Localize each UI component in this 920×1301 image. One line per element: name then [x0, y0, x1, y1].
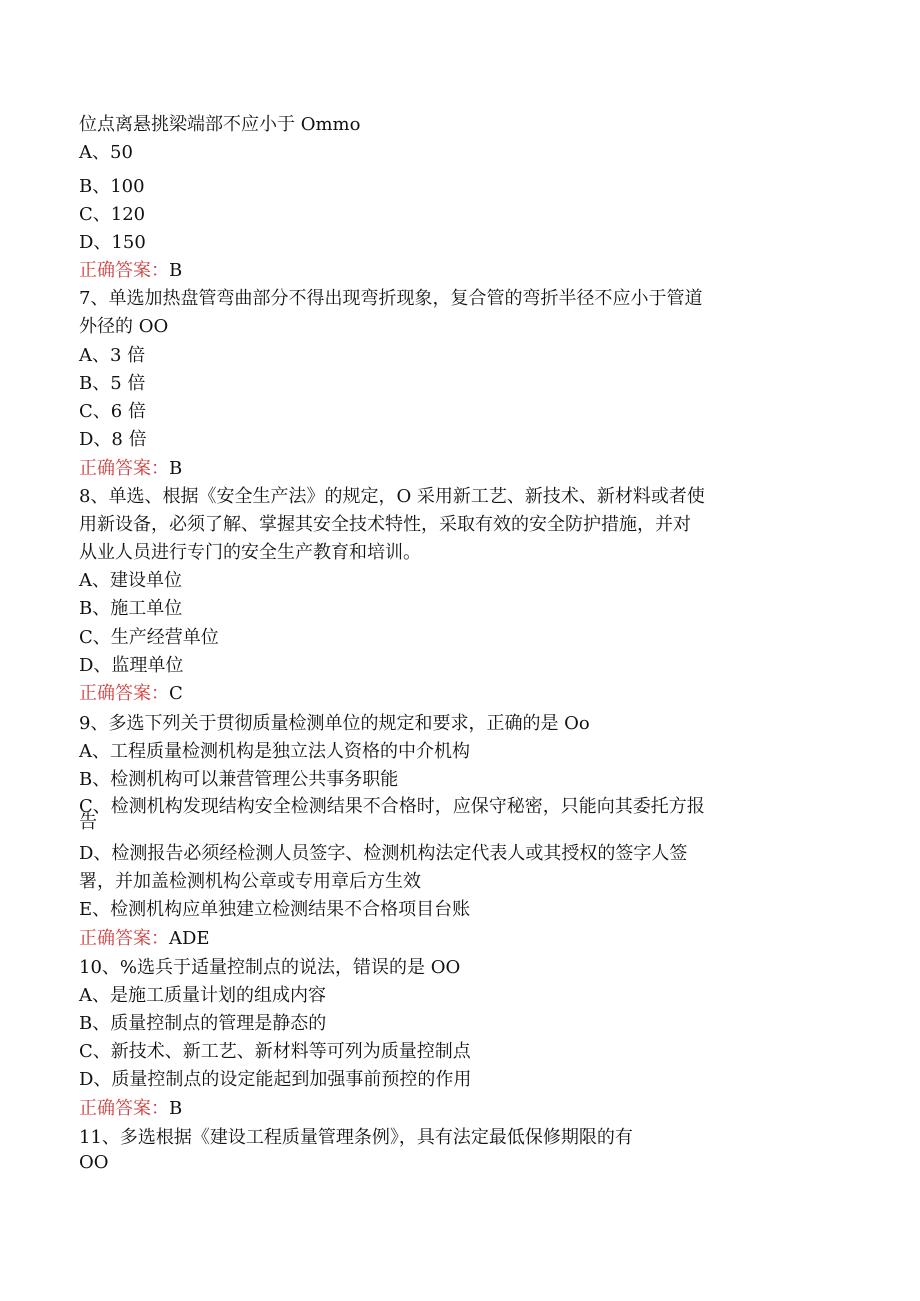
answer-label: 正确答案：	[79, 260, 169, 281]
text-line: A、50	[79, 142, 133, 163]
text-line: A、工程质量检测机构是独立法人资格的中介机构	[79, 741, 470, 762]
text-line: D、8 倍	[79, 429, 147, 450]
text-line: 用新设备，必须了解、掌握其安全技术特性，采取有效的安全防护措施，并对	[79, 514, 691, 535]
answer-label: 正确答案：	[79, 683, 169, 704]
answer-value: B	[169, 458, 183, 479]
text-line: 7、单选加热盘管弯曲部分不得出现弯折现象，复合管的弯折半径不应小于管道	[79, 288, 703, 309]
answer-label: 正确答案：	[79, 458, 169, 479]
text-line: A、3 倍	[79, 345, 146, 366]
text-line: A、建设单位	[79, 570, 182, 591]
text-line: D、检测报告必须经检测人员签字、检测机构法定代表人或其授权的签字人签	[79, 843, 688, 864]
text-line: C、120	[79, 204, 146, 225]
text-line: B、100	[79, 176, 145, 197]
text-line: 告	[79, 812, 97, 833]
text-line: OO	[79, 1152, 109, 1173]
answer-value: B	[169, 1098, 183, 1119]
text-line: C、新技术、新工艺、新材料等可列为质量控制点	[79, 1041, 471, 1062]
text-line: C、生产经营单位	[79, 627, 219, 648]
answer-value: B	[169, 260, 183, 281]
text-line: 11、多选根据《建设工程质量管理条例》，具有法定最低保修期限的有	[79, 1127, 633, 1148]
text-line: 从业人员进行专门的安全生产教育和培训。	[79, 542, 421, 563]
text-line: 外径的 OO	[79, 316, 169, 337]
text-line: D、150	[79, 232, 146, 253]
text-line: 署，并加盖检测机构公章或专用章后方生效	[79, 871, 421, 892]
text-line: B、质量控制点的管理是静态的	[79, 1013, 327, 1034]
answer-label: 正确答案：	[79, 1098, 169, 1119]
text-line: C、检测机构发现结构安全检测结果不合格时，应保守秘密，只能向其委托方报	[79, 796, 705, 817]
text-line: 9、多选下列关于贯彻质量检测单位的规定和要求，正确的是 Oo	[79, 713, 590, 734]
text-line: A、是施工质量计划的组成内容	[79, 985, 326, 1006]
text-line: 8、单选、根据《安全生产法》的规定，O 采用新工艺、新技术、新材料或者使	[79, 486, 705, 507]
correct-answer	[79, 260, 182, 282]
text-line: B、施工单位	[79, 598, 183, 619]
correct-answer	[79, 928, 210, 950]
answer-value: C	[169, 683, 183, 704]
correct-answer	[79, 458, 182, 480]
answer-value: ADE	[169, 928, 210, 949]
correct-answer	[79, 1098, 182, 1120]
text-line: 10、%选兵于适量控制点的说法，错误的是 OO	[79, 957, 461, 978]
text-line: C、6 倍	[79, 401, 146, 422]
text-line: E、检测机构应单独建立检测结果不合格项目台账	[79, 899, 471, 920]
correct-answer	[79, 683, 183, 705]
answer-label: 正确答案：	[79, 928, 169, 949]
text-line: 位点离悬挑梁端部不应小于 Ommo	[79, 114, 361, 135]
text-line: B、检测机构可以兼营管理公共事务职能	[79, 769, 399, 790]
text-line: B、5 倍	[79, 373, 146, 394]
text-line: D、监理单位	[79, 655, 184, 676]
text-line: D、质量控制点的设定能起到加强事前预控的作用	[79, 1069, 472, 1090]
